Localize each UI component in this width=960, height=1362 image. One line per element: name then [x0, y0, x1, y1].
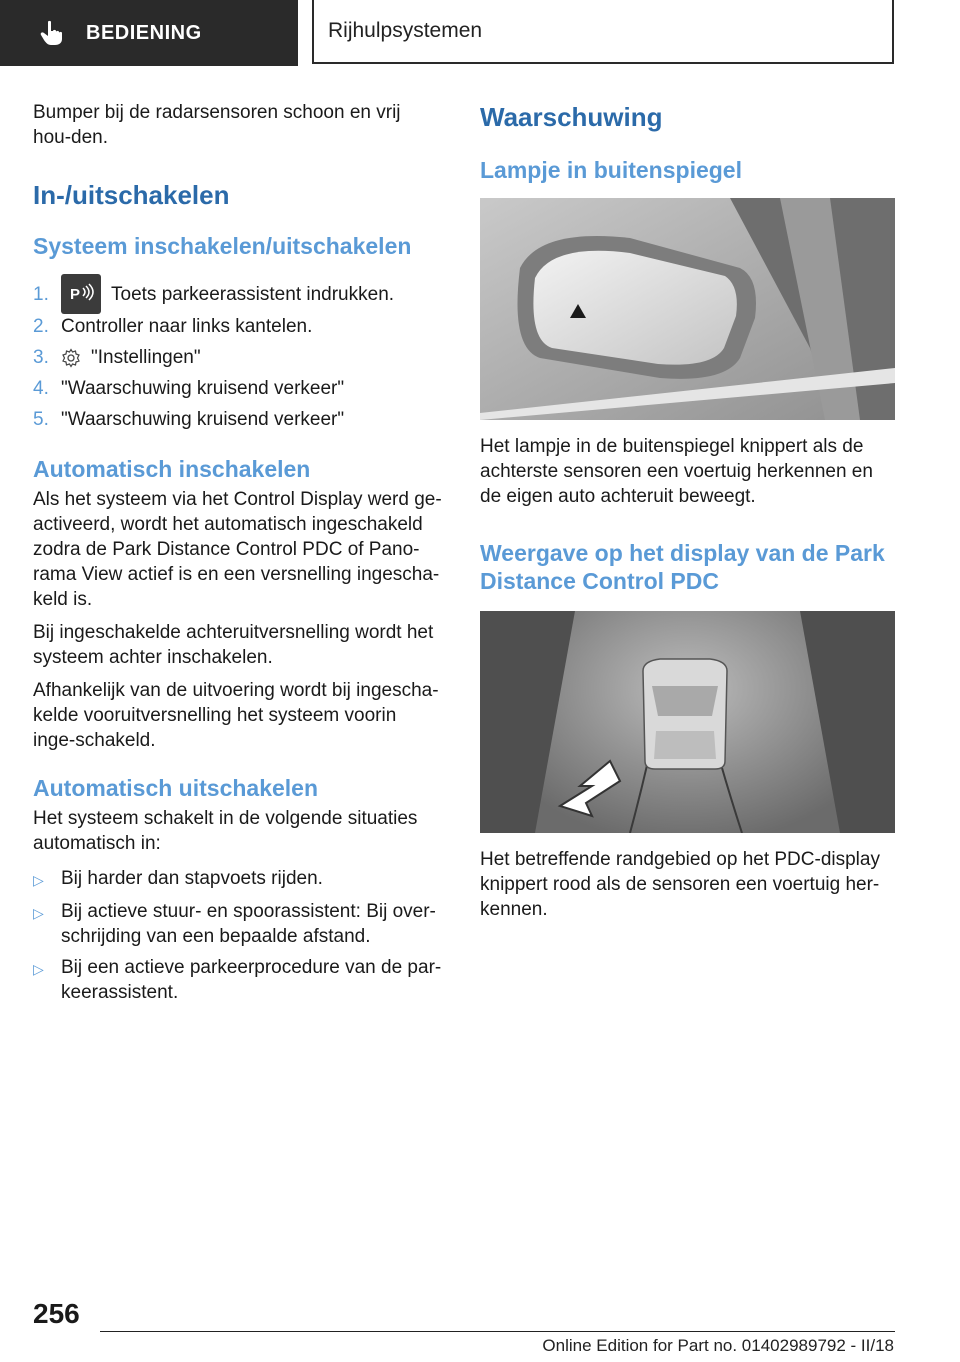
footer-edition: Online Edition for Part no. 01402989792 - II/18	[542, 1336, 894, 1355]
right-column	[480, 100, 895, 922]
heading-automatisch-inschakelen: Automatisch inschakelen	[33, 456, 311, 482]
step-text: Toets parkeerassistent indrukken.	[111, 283, 395, 305]
page-number: 256	[33, 1298, 80, 1329]
list-item	[33, 866, 443, 893]
heading-systeem-schakelen: Systeem inschakelen/uitschakelen	[33, 233, 412, 259]
list-item	[33, 274, 443, 314]
left-column	[33, 100, 443, 1011]
mirror-caption: Het lampje in de buitenspiegel knippert als de achterste sensoren een voertuig herkennen en de eigen auto achteruit beweegt.	[480, 436, 873, 507]
gear-icon	[61, 348, 81, 368]
hand-pointer-icon	[38, 19, 66, 47]
heading-waarschuwing: Waarschuwing	[480, 102, 663, 132]
steps-list	[33, 274, 443, 432]
step-number: 5.	[33, 409, 49, 430]
step-text: "Waarschuwing kruisend verkeer"	[61, 409, 345, 430]
step-number: 4.	[33, 378, 49, 399]
step-number: 2.	[33, 316, 49, 337]
bullet-text: Bij een actieve parkeerprocedure van de par-keerassistent.	[61, 957, 442, 1003]
chapter-header	[312, 0, 894, 64]
display-caption: Het betreffende randgebied op het PDC-display knippert rood als de sensoren een voertuig her-kennen.	[480, 849, 880, 920]
pdc-display-illustration	[480, 611, 895, 833]
step-text: Controller naar links kantelen.	[61, 316, 313, 337]
list-item	[33, 899, 443, 949]
list-item	[33, 345, 443, 370]
triangle-bullet-icon: ▷	[33, 872, 44, 888]
svg-text:P: P	[70, 286, 81, 303]
park-assist-button-icon	[61, 274, 101, 314]
bullet-text: Bij actieve stuur- en spoorassistent: Bij over-schrijding van een bepaalde afstand.	[61, 901, 436, 947]
auto-on-paragraph-3: Afhankelijk van de uitvoering wordt bij ingescha-kelde vooruitversnelling het systeem voorin inge-schakeld.	[33, 680, 439, 751]
list-item	[33, 407, 443, 432]
auto-on-paragraph-1: Als het systeem via het Control Display werd ge-activeerd, wordt het automatisch ingeschakeld zodra de Park Distance Control PDC of Pano-rama View actief is en een versnelling ingescha-keld is.	[33, 489, 442, 610]
step-text: "Waarschuwing kruisend verkeer"	[61, 378, 345, 399]
bullet-text: Bij harder dan stapvoets rijden.	[61, 868, 323, 889]
auto-off-intro: Het systeem schakelt in de volgende situaties automatisch in:	[33, 808, 418, 854]
triangle-bullet-icon: ▷	[33, 905, 44, 921]
heading-automatisch-uitschakelen: Automatisch uitschakelen	[33, 775, 319, 801]
heading-in-uitschakelen: In-/uitschakelen	[33, 180, 230, 210]
mirror-illustration	[480, 198, 895, 420]
footer-divider	[100, 1331, 895, 1332]
list-item	[33, 314, 443, 339]
step-number: 3.	[33, 347, 49, 368]
auto-on-paragraph-2: Bij ingeschakelde achteruitversnelling wordt het systeem achter inschakelen.	[33, 622, 434, 668]
step-text: "Instellingen"	[91, 347, 201, 368]
step-number: 1.	[33, 283, 49, 305]
chapter-title: Rijhulpsystemen	[328, 19, 483, 42]
intro-paragraph: Bumper bij de radarsensoren schoon en vrij hou-den.	[33, 102, 401, 148]
section-tab	[0, 0, 298, 66]
list-item	[33, 376, 443, 401]
triangle-bullet-icon: ▷	[33, 961, 44, 977]
section-label: BEDIENING	[86, 21, 202, 44]
list-item	[33, 955, 443, 1005]
bullet-list	[33, 866, 443, 1005]
heading-weergave-display: Weergave op het display van de Park Distance Control PDC	[480, 540, 885, 594]
heading-lampje-buitenspiegel: Lampje in buitenspiegel	[480, 157, 742, 183]
